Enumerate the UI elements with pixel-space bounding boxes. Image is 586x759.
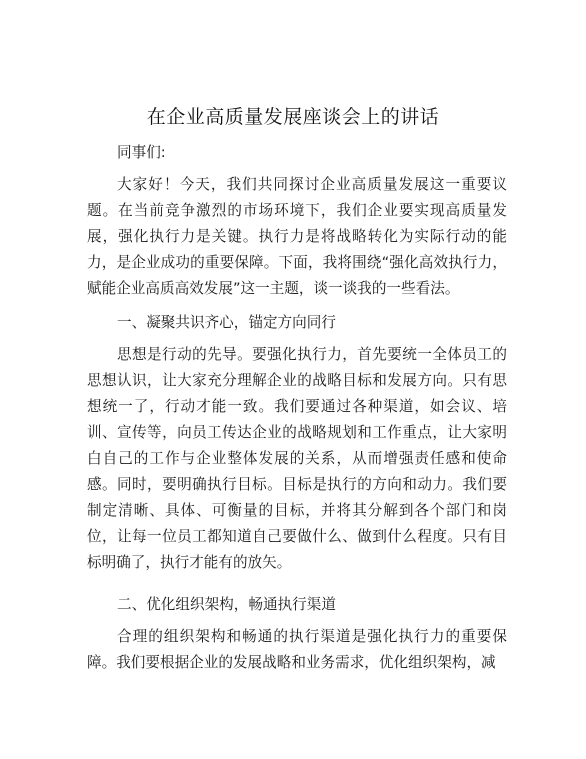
document-title: 在企业高质量发展座谈会上的讲话 (146, 106, 440, 128)
salutation: 同事们: (117, 144, 166, 161)
section-heading-2: 二、优化组织架构，畅通执行渠道 (117, 596, 336, 613)
paragraph-section-1: 思想是行动的先导。要强化执行力，首先要统一全体员工的思想认识，让大家充分理解企业的战略目标和发展方向。只有思想统一了，行动才能一致。我们要通过各种渠道，如会议、培训、宣传等，向员工传达企业的战略规划和工作重点，让大家明白自己的工作与企业整体发展的关系，从而增强责任感和使命感。同时，要明确执行目标。目标是执行的方向和动力。我们要制定清晰、具体、可衡量的目标，并将其分解到各个部门和岗位，让每一位员工都知道自己要做什么、做到什么程度。只有目标明确了，执行才能有的放矢。 (87, 346, 507, 571)
paragraph-intro: 大家好！今天，我们共同探讨企业高质量发展这一重要议题。在当前竞争激烈的市场环境下，我们企业要实现高质量发展，强化执行力是关键。执行力是将战略转化为实际行动的能力，是企业成功的重要保障。下面，我将围绕“强化高效执行力，赋能企业高质高效发展”这一主题，谈一谈我的一些看法。 (87, 176, 507, 297)
section-heading-1: 一、凝聚共识齐心，锚定方向同行 (117, 314, 336, 331)
paragraph-section-2: 合理的组织架构和畅通的执行渠道是强化执行力的重要保障。我们要根据企业的发展战略和业务需求，优化组织架构，减 (87, 628, 507, 671)
